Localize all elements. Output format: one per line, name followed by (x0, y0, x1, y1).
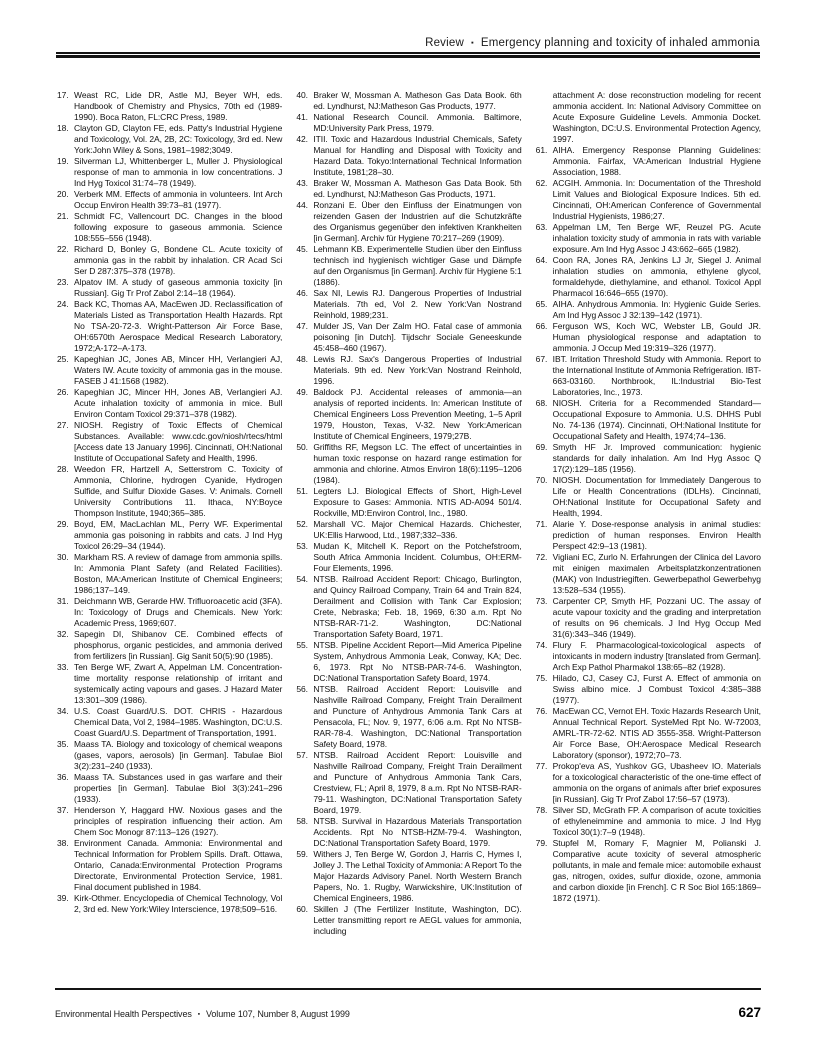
reference-number: 50. (296, 442, 308, 452)
reference-text: Ferguson WS, Koch WC, Webster LB, Gould JR. Human physiological response and adaptation to ammonia. J Occup Med 19:319–326 (1977). (552, 321, 761, 353)
reference-number: 46. (296, 288, 308, 298)
reference-number: 20. (57, 189, 69, 199)
reference-item (296, 574, 521, 640)
reference-number: 31. (57, 596, 69, 606)
reference-item (296, 112, 521, 134)
reference-text: Richard D, Bonley G, Bondene CL. Acute toxicity of ammonia gas in the rabbit by inhalation. CR Acad Sci Ser D 287:375–378 (1978). (74, 244, 283, 276)
reference-number: 69. (535, 442, 548, 452)
reference-number: 30. (57, 552, 69, 562)
reference-number: 35. (57, 739, 69, 749)
reference-item (536, 398, 761, 442)
reference-text: Alarie Y. Dose-response analysis in animal studies: prediction of human responses. Environ Health Perspect 42:9–13 (1981). (552, 519, 761, 551)
reference-number: 22. (57, 244, 69, 254)
reference-number: 61. (535, 145, 548, 155)
header-article-title: Emergency planning and toxicity of inhaled ammonia (480, 37, 760, 49)
reference-text: NTSB. Railroad Accident Report: Chicago, Burlington, and Quincy Railroad Company, Train 64 and Train 824, Derailment and Collision with Tank Car Explosion; Crete, Nebraska; Feb. 18, 1969, 6:30 a.m. Rpt No NTSB-RAR-71-2. Washington, DC:National Transportation Safety Board, 1971. (313, 574, 522, 639)
reference-item (296, 134, 521, 178)
reference-text: Stupfel M, Romary F, Magnier M, Polianski J. Comparative acute toxicity of several atmospheric pollutants, in male and female mice: automobile exhaust gas, nitrogen, oxides, sulfur dioxide, ozone, ammonia and carbon dioxide [in French]. C R Soc Biol 165:1869–1872 (1971). (552, 838, 761, 903)
reference-item (296, 288, 521, 321)
reference-number: 19. (57, 156, 69, 166)
reference-item (296, 486, 521, 519)
reference-number: 23. (57, 277, 69, 287)
reference-item (536, 706, 761, 761)
reference-number: 28. (57, 464, 69, 474)
reference-item (57, 354, 282, 387)
reference-item (57, 838, 282, 893)
reference-item (536, 145, 761, 178)
reference-item (57, 772, 282, 805)
reference-text: Verberk MM. Effects of ammonia in volunteers. Int Arch Occup Environ Health 39:73–81 (1977). (74, 189, 283, 210)
reference-number: 47. (296, 321, 308, 331)
reference-column-3 (536, 90, 761, 937)
reference-number: 45. (296, 244, 308, 254)
reference-item (536, 222, 761, 255)
reference-text: Kapeghian JC, Mincer HH, Jones AB, Verlangieri AJ. Acute inhalation toxicity of ammonia in mice. Bull Environ Contam Toxicol 29:371–378 (1982). (74, 387, 283, 419)
reference-number: 57. (296, 750, 308, 760)
reference-text: Deichmann WB, Gerarde HW. Trifluoroacetic acid (3FA). In: Toxicology of Drugs and Chemicals. New York: Academic Press, 1969;607. (74, 596, 283, 628)
footer-bullet-icon: ▪ (197, 1011, 200, 1018)
reference-item (536, 761, 761, 805)
reference-text: NIOSH. Criteria for a Recommended Standard—Occupational Exposure to Ammonia. U.S. DHHS Publ No. 74-136 (1974). Cincinnati, OH:National Institute for Occupational Safety and Health, 1974;74–136. (552, 398, 761, 441)
reference-item (57, 156, 282, 189)
reference-number: 32. (57, 629, 69, 639)
reference-item (296, 178, 521, 200)
reference-text: Withers J, Ten Berge W, Gordon J, Harris C, Hymes I, Jolley J. The Lethal Toxicity of Ammonia: A Report To the Major Hazards Advisory Panel. North Western Branch Papers, No. 1. Rugby, Warwickshire, UK:Institution of Chemical Engineers, 1986. (313, 849, 522, 903)
reference-item (536, 475, 761, 519)
reference-column-1 (57, 90, 282, 937)
reference-item (296, 816, 521, 849)
reference-item (536, 178, 761, 222)
reference-number: 65. (535, 299, 548, 309)
reference-item (536, 255, 761, 299)
reference-number: 73. (535, 596, 548, 606)
reference-item (57, 244, 282, 277)
reference-text: Ronzani E. Über den Einfluss der Einatmungen von reizenden Gasen der Industrien auf die Schutzkräfte des Organismus gegenüber den infektiven Krankheiten [in German]. Archiv für Hygiene 70:217–269 (1909). (313, 200, 522, 243)
reference-text: NTSB. Pipeline Accident Report—Mid America Pipeline System, Anhydrous Ammonia Leak, Conway, KA; Dec. 6, 1973. Rpt No NTSB-PAR-74-6. Washington, DC:National Transportation Safety Board, 1974. (313, 640, 522, 683)
reference-text: U.S. Coast Guard/U.S. DOT. CHRIS - Hazardous Chemical Data, Vol 2, 1984–1985. Washington, DC:U.S. Coast Guard/U.S. Department of Transportation, 1991. (74, 706, 283, 738)
reference-item (57, 464, 282, 519)
reference-item (296, 750, 521, 816)
reference-text: Mudan K, Mitchell K. Report on the Potchefstroom, South Africa Ammonia Incident. Columbus, OH:ERM-Four Elements, 1996. (313, 541, 522, 573)
reference-text: Kapeghian JC, Jones AB, Mincer HH, Verlangieri AJ, Waters IW. Acute toxicity of ammonia gas in the mouse. FASEB J 41:1568 (1982). (74, 354, 283, 386)
reference-text: Braker W, Mossman A. Matheson Gas Data Book. 6th ed. Lyndhurst, NJ:Matheson Gas Products, 1977. (313, 90, 522, 111)
reference-text: NTSB. Railroad Accident Report: Louisville and Nashville Railroad Company, Freight Train Derailment and Puncture of Anhydrous Ammonia Tank Cars at Pensacola, FL; Nov. 9, 1977, 6:06 a.m. Rpt No NTSB-RAR-78-4. Washington, DC:National Transportation Safety Board, 1978. (313, 684, 522, 749)
reference-text: Lehmann KB. Experimentelle Studien über den Einfluss technisch ind hygienisch wichtiger Gase und Dämpfe auf den Organismus [in German]. Archiv für Hygiene 5:1 (1886). (313, 244, 522, 287)
reference-item (536, 552, 761, 596)
reference-text: AIHA. Emergency Response Planning Guidelines: Ammonia. Fairfax, VA:American Industrial Hygiene Association, 1988. (552, 145, 761, 177)
reference-item (536, 354, 761, 398)
reference-text: IBT. Irritation Threshold Study with Ammonia. Report to the International Institute of Ammonia Refrigeration. IBT-663-03160. Northbrook, IL:Industrial Bio-Test Laboratories, Inc., 1973. (552, 354, 761, 397)
reference-number: 58. (296, 816, 308, 826)
reference-text: Vigliani EC, Zurlo N. Erfahrungen der Clinica del Lavoro mit einigen maximalen Arbeitsplatzkonzentrationen (MAK) von Industriegiften. Gewerbepathol Gewerbehyg 13:528–534 (1955). (552, 552, 761, 595)
reference-text: Maass TA. Biology and toxicology of chemical weapons (gases, vapors, aerosols) [in German]. Tabulae Biol 3(2):231–240 (1933). (74, 739, 283, 771)
reference-number: 43. (296, 178, 308, 188)
reference-text: Kirk-Othmer. Encyclopedia of Chemical Technology, Vol 2, 3rd ed. New York:Wiley Interscience, 1978;509–516. (74, 893, 283, 914)
reference-number: 77. (535, 761, 548, 771)
reference-text: Coon RA, Jones RA, Jenkins LJ Jr, Siegel J. Animal inhalation studies on ammonia, ethylene glycol, formaldehyde, diethylamine, and ethanol. Toxicol Appl Pharmacol 16:646–655 (1970). (552, 255, 761, 298)
header-rule-thin (56, 52, 760, 54)
reference-number: 29. (57, 519, 69, 529)
reference-number: 25. (57, 354, 69, 364)
reference-number: 26. (57, 387, 69, 397)
reference-number: 27. (57, 420, 69, 430)
reference-item (296, 387, 521, 442)
footer-rule (55, 988, 761, 990)
reference-item (296, 904, 521, 937)
reference-text: Markham RS. A review of damage from ammonia spills. In: Ammonia Plant Safety (and Related Facilities). Boston, MA:American Institute of Chemical Engineers; 1986;137–149. (74, 552, 283, 595)
reference-number: 33. (57, 662, 69, 672)
reference-item (57, 519, 282, 552)
reference-item (296, 321, 521, 354)
journal-name: Environmental Health Perspectives (55, 1009, 192, 1019)
reference-number: 49. (296, 387, 308, 397)
page-number: 627 (738, 1005, 761, 1020)
reference-number: 67. (535, 354, 548, 364)
reference-text: Sapegin DI, Shibanov CE. Combined effects of phosphorus, organic pesticides, and ammonia derived from fertilizers [in Russian]. Gig Sanit 50(5):90 (1985). (74, 629, 283, 661)
reference-number: 51. (296, 486, 308, 496)
reference-text: Boyd, EM, MacLachlan ML, Perry WF. Experimental ammonia gas poisoning in rabbits and cats. J Ind Hyg Toxicol 26:29–34 (1944). (74, 519, 283, 551)
reference-text: Back KC, Thomas AA, MacEwen JD. Reclassification of Materials Listed as Transportation Health Hazards. Rpt No TSA-20-72-3. Wright-Patterson Air Force Base, OH:6570th Aerospace Medical Research Laboratory, 1972;A-172–A-173. (74, 299, 283, 353)
reference-text: Alpatov IM. A study of gaseous ammonia toxicity [in Russian]. Gig Tr Prof Zabol 2:14–18 (1964). (74, 277, 283, 298)
reference-text: Braker W, Mossman A. Matheson Gas Data Book. 5th ed. Lyndhurst, NJ:Matheson Gas Products, 1971. (313, 178, 522, 199)
reference-text: Marshall VC. Major Chemical Hazards. Chichester, UK:Ellis Harwood, Ltd., 1987;332–336. (313, 519, 522, 540)
reference-item (536, 673, 761, 706)
reference-text: Schmidt FC, Vallencourt DC. Changes in the blood following exposure to gaseous ammonia. Science 108:555–556 (1948). (74, 211, 283, 243)
reference-text: NTSB. Railroad Accident Report: Louisville and Nashville Railroad Company, Freight Train Derailment and Puncture of Anhydrous Ammonia Tank Cars, Crestview, FL; April 8, 1979, 8 a.m. Rpt No NTSB-RAR-79-11. Washington, DC:National Transportation Safety Board, 1979. (313, 750, 522, 815)
reference-columns (57, 90, 761, 937)
reference-number: 42. (296, 134, 308, 144)
reference-item (296, 354, 521, 387)
reference-number: 76. (535, 706, 548, 716)
reference-item (57, 189, 282, 211)
reference-text: Mulder JS, Van Der Zalm HO. Fatal case of ammonia poisoning [in Dutch]. Tijdschr Sociale Geneeskunde 45:458–460 (1967). (313, 321, 522, 353)
reference-number: 17. (57, 90, 69, 100)
reference-number: 55. (296, 640, 308, 650)
reference-text: Silver SD, McGrath FP. A comparison of acute toxicities of ethyleneimmine and ammonia to mice. J Ind Hyg Toxicol 30(1):7–9 (1948). (552, 805, 761, 837)
reference-text: Carpenter CP, Smyth HF, Pozzani UC. The assay of acute vapour toxicity and the grading and interpretation of results on 96 chemicals. J Ind Hyg Occup Med 31(6):343–346 (1949). (552, 596, 761, 639)
reference-text: ITII. Toxic and Hazardous Industrial Chemicals, Safety Manual for Handling and Disposal with Toxicity and Hazard Data. Tokyo:International Technical Information Institute, 1981;28–30. (313, 134, 522, 177)
reference-number: 62. (535, 178, 548, 188)
header-section-label: Review (425, 37, 464, 49)
footer-citation (55, 1009, 350, 1019)
reference-number: 37. (57, 805, 69, 815)
reference-text: NTSB. Survival in Hazardous Materials Transportation Accidents. Rpt No NTSB-HZM-79-4. Washington, DC:National Transportation Safety Board, 1979. (313, 816, 522, 848)
reference-text: Sax NI, Lewis RJ. Dangerous Properties of Industrial Materials. 7th ed, Vol 2. New York:Van Nostrand Reinhold, 1989;231. (313, 288, 522, 320)
reference-item (536, 596, 761, 640)
reference-number: 34. (57, 706, 69, 716)
reference-text: Clayton GD, Clayton FE, eds. Patty's Industrial Hygiene and Toxicology, Vol. 2A, 2B, 2C: Toxicology, 3rd ed. New York:John Wiley & Sons, 1981–1982;3049. (74, 123, 283, 155)
reference-number: 39. (57, 893, 69, 903)
reference-text: Smyth HF Jr. Improved communication: hygienic standards for daily inhalation. Am Ind Hyg Assoc Q 17(2):129–185 (1956). (552, 442, 761, 474)
reference-text: Hilado, CJ, Casey CJ, Furst A. Effect of ammonia on Swiss albino mice. J Combust Toxicol 4:385–388 (1977). (552, 673, 761, 705)
reference-number: 66. (535, 321, 548, 331)
reference-number: 48. (296, 354, 308, 364)
reference-item (57, 739, 282, 772)
reference-number: 24. (57, 299, 69, 309)
reference-item (57, 629, 282, 662)
reference-text: Environment Canada. Ammonia: Environmental and Technical Information for Problem Spills. Draft. Ottawa, Ontario, Canada:Environmental Protection Programs Directorate, Environmental Protection Service, 1981. Final document published in 1984. (74, 838, 283, 892)
header-bullet-icon: ▪ (471, 37, 474, 47)
reference-number: 75. (535, 673, 548, 683)
reference-number: 21. (57, 211, 69, 221)
reference-item (296, 519, 521, 541)
reference-item (57, 211, 282, 244)
reference-number: 52. (296, 519, 308, 529)
reference-text: Prokop'eva AS, Yushkov GG, Ubasheev IO. Materials for a toxicological characteristic of the one-time effect of ammonia on the organs of animals after brief exposures [in Russian]. Gig Tr Prof Zabol 17:56–57 (1973). (552, 761, 761, 804)
reference-number: 54. (296, 574, 308, 584)
reference-item (57, 893, 282, 915)
reference-item (536, 442, 761, 475)
reference-number: 78. (535, 805, 548, 815)
reference-number: 64. (535, 255, 548, 265)
reference-text: NIOSH. Documentation for Immediately Dangerous to Life or Health Concentrations (IDLHs). Cincinnati, OH:National Institute for Occupational Safety and Health, 1994. (552, 475, 761, 518)
reference-number: 56. (296, 684, 308, 694)
reference-item (296, 200, 521, 244)
reference-text: Appelman LM, Ten Berge WF, Reuzel PG. Acute inhalation toxicity study of ammonia in rats with variable exposure. Am Ind Hyg Assoc J 43:662–665 (1982). (552, 222, 761, 254)
reference-item (57, 123, 282, 156)
reference-number: 36. (57, 772, 69, 782)
reference-number: 44. (296, 200, 308, 210)
reference-item (57, 387, 282, 420)
reference-item (57, 706, 282, 739)
reference-item (296, 90, 521, 112)
reference-item (296, 244, 521, 288)
reference-text: Weast RC, Lide DR, Astle MJ, Beyer WH, eds. Handbook of Chemistry and Physics, 70th ed (1989-1990). Boca Raton, FL:CRC Press, 1989. (74, 90, 283, 122)
reference-text: NIOSH. Registry of Toxic Effects of Chemical Substances. Available: www.cdc.gov/niosh/rtecs/html [Access date 13 January 1996]. Cincinnati, OH:National Institute of Occupational Safety and Health, 1996. (74, 420, 283, 463)
reference-text: Baldock PJ. Accidental releases of ammonia—an analysis of reported incidents. In: American Institute of Chemical Engineers Loss Prevention Meeting, 1–5 April 1979, Houston, Texas, V-32. New York:American Institute of Chemical Engineers, 1979;27B. (313, 387, 522, 441)
reference-item (296, 684, 521, 750)
reference-text: Skillen J (The Fertilizer Institute, Washington, DC). Letter transmitting report re AEGL values for ammonia, including (313, 904, 522, 936)
reference-text: attachment A: dose reconstruction modeling for recent ammonia accident. In: National Advisory Committee on Acute Exposure Guideline Levels. Ammonia Docket. Washington, DC:U.S. Environmental Protection Agency, 1997. (552, 90, 761, 144)
reference-text: Legters LJ. Biological Effects of Short, High-Level Exposure to Gases: Ammonia. NTIS AD-A094 501/4. Rockville, MD:Environ Control, Inc., 1980. (313, 486, 522, 518)
reference-item (536, 90, 761, 145)
reference-number: 18. (57, 123, 69, 133)
reference-number: 53. (296, 541, 308, 551)
reference-number: 71. (535, 519, 548, 529)
reference-item (536, 640, 761, 673)
reference-item (57, 299, 282, 354)
reference-item (296, 442, 521, 486)
reference-text: Griffiths RF, Megson LC. The effect of uncertainties in human toxic response on hazard range estimation for ammonia and chlorine. Atmos Environ 18(6):1195–1206 (1984). (313, 442, 522, 485)
reference-item (296, 640, 521, 684)
reference-number: 72. (535, 552, 548, 562)
reference-text: Flury F. Pharmacological-toxicological aspects of intoxicants in modern industry [translated from German]. Arch Exp Pathol Pharmakol 138:65–82 (1928). (552, 640, 761, 672)
reference-text: Ten Berge WF, Zwart A, Appelman LM. Concentration-time mortality response relationship of irritant and systemically acting vapours and gases. J Hazard Mater 13:301–309 (1986). (74, 662, 283, 705)
reference-number: 63. (535, 222, 548, 232)
reference-item (536, 321, 761, 354)
reference-item (296, 849, 521, 904)
reference-text: Silverman LJ, Whittenberger L, Muller J. Physiological response of man to ammonia in low concentrations. J Ind Hyg Toxicol 31:74–78 (1949). (74, 156, 283, 188)
reference-text: Lewis RJ. Sax's Dangerous Properties of Industrial Materials. 9th ed. New York:Van Nostrand Reinhold, 1996. (313, 354, 522, 386)
reference-text: Weedon FR, Hartzell A, Setterstrom C. Toxicity of Ammonia, Chlorine, hydrogen Cyanide, Hydrogen Sulfide, and Sulfur Dioxide Gases. V: Animals. Cornell University Contributions 11. Ithaca, NY:Boyce Thompson Institute, 1940;365–385. (74, 464, 283, 518)
reference-item (57, 277, 282, 299)
reference-number: 41. (296, 112, 308, 122)
reference-item (57, 596, 282, 629)
reference-item (536, 299, 761, 321)
reference-text: Henderson Y, Haggard HW. Noxious gases and the principles of respiration influencing their action. Am Chem Soc Monogr 87:113–126 (1927). (74, 805, 283, 837)
reference-number: 40. (296, 90, 308, 100)
reference-item (536, 519, 761, 552)
reference-number: 38. (57, 838, 69, 848)
reference-item (57, 552, 282, 596)
page-header (56, 37, 760, 58)
reference-item (536, 805, 761, 838)
reference-text: MacEwan CC, Vernot EH. Toxic Hazards Research Unit, Annual Technical Report. SysteMed Rpt No. W-72003, AMRL-TR-72-62. NTIS AD 3555-358. Wright-Patterson Air Force Base, OH:Aerospace Medical Research Laboratory (sponsor), 1972;70–73. (552, 706, 761, 760)
reference-item (57, 90, 282, 123)
reference-text: AIHA. Anhydrous Ammonia. In: Hygienic Guide Series. Am Ind Hyg Assoc J 32:139–142 (1971). (552, 299, 761, 320)
reference-number: 59. (296, 849, 308, 859)
reference-number: 60. (296, 904, 308, 914)
reference-item (296, 541, 521, 574)
reference-item (57, 662, 282, 706)
reference-column-2 (296, 90, 521, 937)
reference-item (57, 805, 282, 838)
reference-item (536, 838, 761, 904)
reference-text: Maass TA. Substances used in gas warfare and their properties [in German]. Tabulae Biol 3(3):241–296 (1933). (74, 772, 283, 804)
header-rule-thick (56, 55, 760, 58)
reference-text: National Research Council. Ammonia. Baltimore, MD:University Park Press, 1979. (313, 112, 522, 133)
reference-number: 70. (535, 475, 548, 485)
reference-text: ACGIH. Ammonia. In: Documentation of the Threshold Limit Values and Biological Exposure Indices. 5th ed. Cincinnati, OH:American Conference of Governmental Industrial Hygienists, 1986;27. (552, 178, 761, 221)
reference-number: 79. (535, 838, 548, 848)
reference-number: 74. (535, 640, 548, 650)
reference-number: 68. (535, 398, 548, 408)
reference-item (57, 420, 282, 464)
issue-info: Volume 107, Number 8, August 1999 (206, 1009, 350, 1019)
running-head (56, 37, 760, 52)
page-footer (55, 988, 761, 1020)
